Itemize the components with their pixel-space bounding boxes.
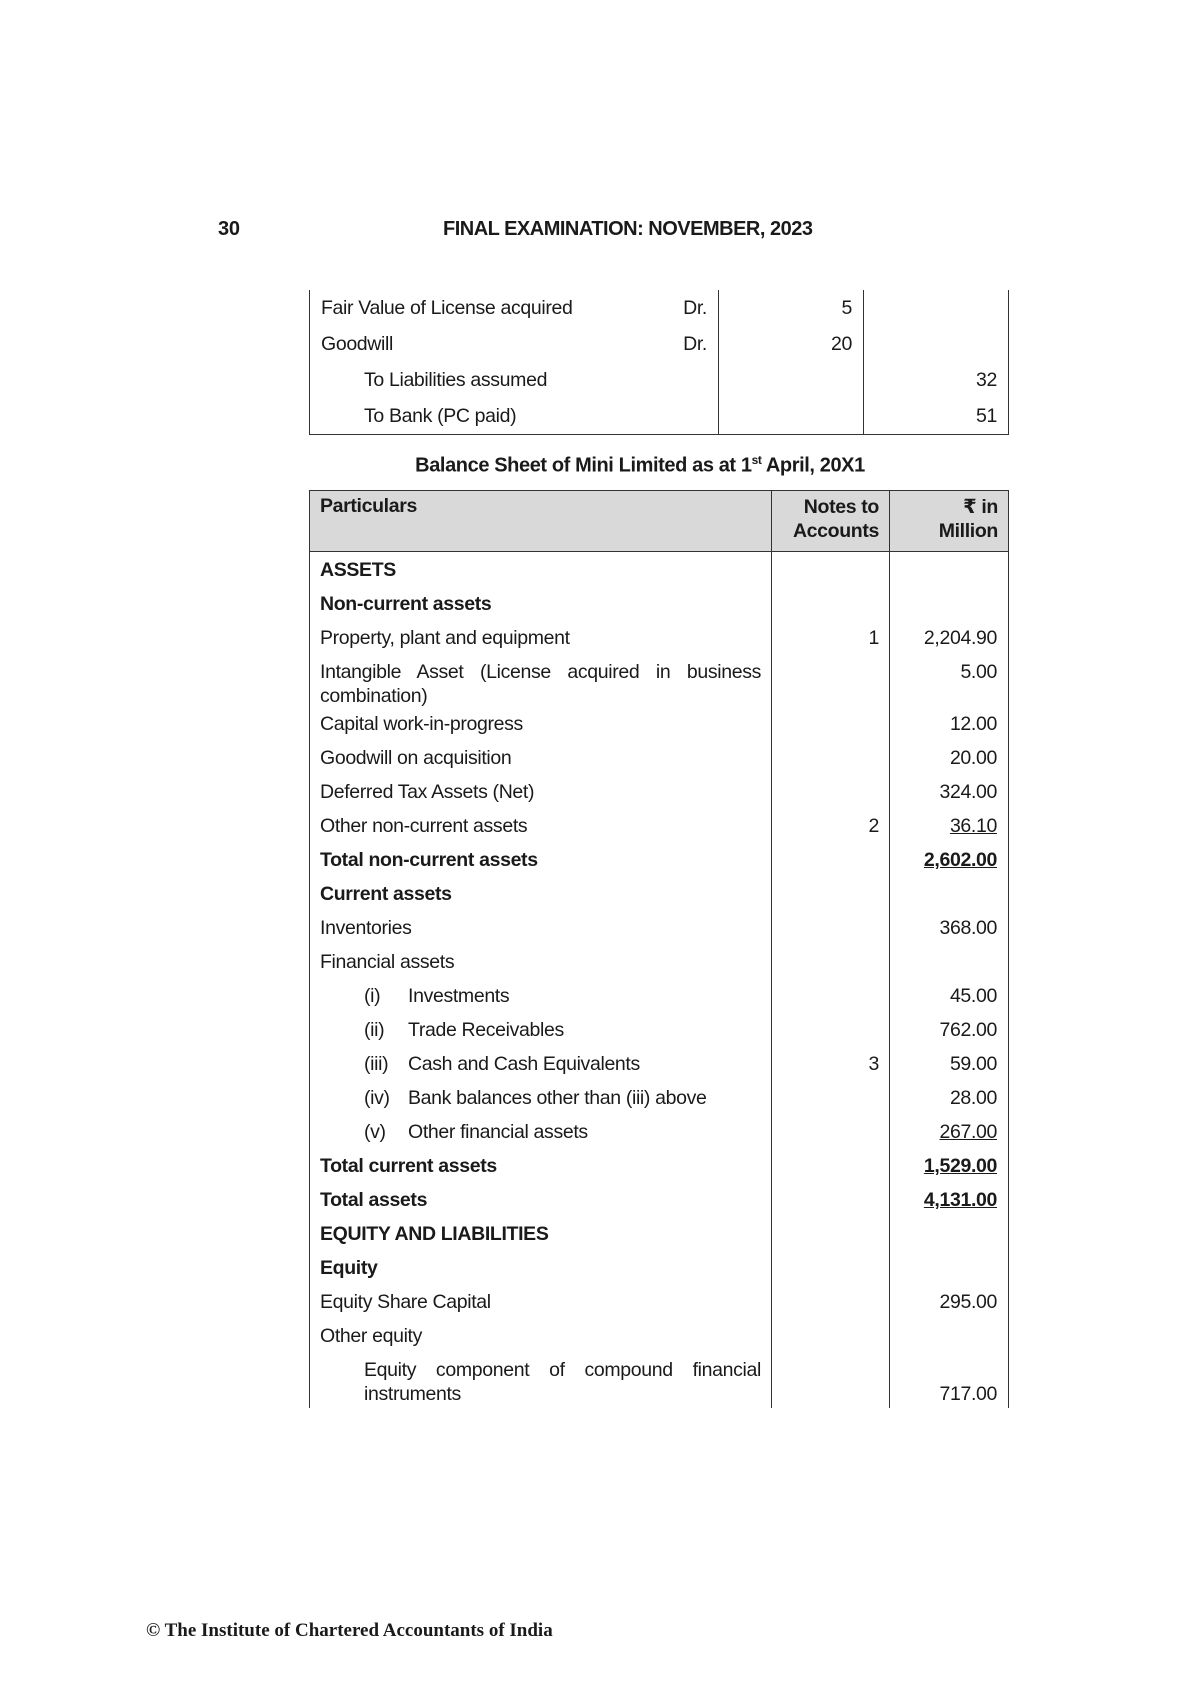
column-header-particulars: Particulars [310, 491, 772, 552]
row-amount [890, 948, 1009, 982]
row-label: Capital work-in-progress [310, 710, 772, 744]
table-row [310, 1220, 1009, 1254]
row-label: Other non-current assets [310, 812, 772, 846]
row-note [772, 914, 890, 948]
journal-row [310, 326, 1009, 362]
table-row [310, 1288, 1009, 1322]
roman-numeral: (ii) [364, 1019, 385, 1041]
row-note: 1 [772, 624, 890, 658]
row-label: Investments [408, 985, 510, 1007]
journal-debit [719, 398, 864, 435]
row-note [772, 744, 890, 778]
row-note [772, 1016, 890, 1050]
row-amount: 36.10 [949, 815, 997, 837]
row-label: Current assets [310, 880, 772, 914]
journal-row [310, 290, 1009, 326]
row-label: Equity component of compound financial instruments [310, 1356, 772, 1408]
table-row [310, 552, 1009, 591]
journal-row [310, 398, 1009, 435]
row-amount: 324.00 [890, 778, 1009, 812]
table-row [310, 1254, 1009, 1288]
table-row [310, 744, 1009, 778]
row-note [772, 1152, 890, 1186]
row-label: Other equity [310, 1322, 772, 1356]
row-amount [890, 880, 1009, 914]
row-amount: 12.00 [890, 710, 1009, 744]
journal-debit: 5 [719, 290, 864, 326]
row-note [772, 552, 890, 591]
row-amount: 28.00 [890, 1084, 1009, 1118]
row-note [772, 710, 890, 744]
table-row [310, 624, 1009, 658]
row-label: Intangible Asset (License acquired in business combination) [310, 658, 772, 710]
table-row [310, 982, 1009, 1016]
table-row [310, 778, 1009, 812]
row-label: Total current assets [310, 1152, 772, 1186]
journal-entry-table [309, 290, 1009, 435]
row-note [772, 658, 890, 710]
journal-dr-marker: Dr. [683, 296, 707, 319]
roman-numeral: (i) [364, 985, 381, 1007]
row-label: Total assets [310, 1186, 772, 1220]
table-row [310, 1118, 1009, 1152]
table-row [310, 812, 1009, 846]
exam-title: FINAL EXAMINATION: NOVEMBER, 2023 [443, 218, 813, 240]
row-label: Other financial assets [408, 1121, 588, 1143]
row-label: EQUITY AND LIABILITIES [310, 1220, 772, 1254]
row-amount: 2,602.00 [923, 849, 997, 871]
table-row [310, 880, 1009, 914]
row-amount: 45.00 [890, 982, 1009, 1016]
row-note [772, 1322, 890, 1356]
row-amount: 2,204.90 [890, 624, 1009, 658]
row-note [772, 778, 890, 812]
table-row [310, 948, 1009, 982]
row-amount: 4,131.00 [923, 1189, 997, 1211]
journal-credit: 32 [864, 362, 1009, 398]
row-amount: 59.00 [890, 1050, 1009, 1084]
journal-debit [719, 362, 864, 398]
table-row [310, 914, 1009, 948]
journal-particular: To Bank (PC paid) [310, 398, 719, 435]
row-note: 3 [772, 1050, 890, 1084]
table-row [310, 1050, 1009, 1084]
row-label: Non-current assets [310, 590, 772, 624]
row-amount: 717.00 [890, 1356, 1009, 1408]
row-amount: 20.00 [890, 744, 1009, 778]
row-note [772, 880, 890, 914]
row-amount: 295.00 [890, 1288, 1009, 1322]
row-amount: 368.00 [890, 914, 1009, 948]
row-amount [890, 552, 1009, 591]
row-label: Property, plant and equipment [310, 624, 772, 658]
row-note [772, 846, 890, 880]
row-note [772, 982, 890, 1016]
row-label: Financial assets [310, 948, 772, 982]
table-row [310, 1186, 1009, 1220]
row-note [772, 948, 890, 982]
table-row [310, 846, 1009, 880]
row-note [772, 1186, 890, 1220]
column-header-amount: ₹ in Million [890, 491, 1009, 552]
row-note: 2 [772, 812, 890, 846]
column-header-notes: Notes to Accounts [772, 491, 890, 552]
row-label: Deferred Tax Assets (Net) [310, 778, 772, 812]
row-label: Goodwill on acquisition [310, 744, 772, 778]
journal-particular: Fair Value of License acquired [321, 296, 573, 319]
balance-sheet-heading: Balance Sheet of Mini Limited as at 1st April, 20X1 [415, 453, 865, 477]
row-amount [890, 1220, 1009, 1254]
balance-sheet-table [309, 490, 1009, 1408]
table-row [310, 1322, 1009, 1356]
row-note [772, 1288, 890, 1322]
row-label: Trade Receivables [408, 1019, 564, 1041]
row-note [772, 1254, 890, 1288]
row-label: Equity Share Capital [310, 1288, 772, 1322]
journal-dr-marker: Dr. [683, 332, 707, 355]
row-label: Cash and Cash Equivalents [408, 1053, 640, 1075]
row-amount: 762.00 [890, 1016, 1009, 1050]
journal-particular: To Liabilities assumed [310, 362, 719, 398]
journal-debit: 20 [719, 326, 864, 362]
row-amount [890, 590, 1009, 624]
row-label: Inventories [310, 914, 772, 948]
row-note [772, 1220, 890, 1254]
roman-numeral: (iii) [364, 1053, 389, 1075]
roman-numeral: (iv) [364, 1087, 390, 1109]
row-amount: 267.00 [939, 1121, 997, 1143]
row-amount [890, 1254, 1009, 1288]
table-row [310, 1016, 1009, 1050]
table-row [310, 658, 1009, 710]
copyright-footer: © The Institute of Chartered Accountants of India [146, 1620, 553, 1641]
table-row [310, 590, 1009, 624]
row-amount: 1,529.00 [923, 1155, 997, 1177]
row-label: Equity [310, 1254, 772, 1288]
journal-particular: Goodwill [321, 332, 393, 355]
journal-credit [864, 290, 1009, 326]
page-number: 30 [218, 218, 240, 240]
table-row [310, 1084, 1009, 1118]
row-amount: 5.00 [890, 658, 1009, 710]
row-label: Bank balances other than (iii) above [408, 1087, 707, 1109]
row-label: Total non-current assets [310, 846, 772, 880]
table-row [310, 1152, 1009, 1186]
journal-row [310, 362, 1009, 398]
row-label: ASSETS [310, 552, 772, 591]
table-row [310, 1356, 1009, 1408]
row-amount [890, 1322, 1009, 1356]
table-header-row [310, 491, 1009, 552]
journal-credit: 51 [864, 398, 1009, 435]
row-note [772, 1084, 890, 1118]
row-note [772, 1118, 890, 1152]
roman-numeral: (v) [364, 1121, 386, 1143]
row-note [772, 590, 890, 624]
table-row [310, 710, 1009, 744]
row-note [772, 1356, 890, 1408]
journal-credit [864, 326, 1009, 362]
